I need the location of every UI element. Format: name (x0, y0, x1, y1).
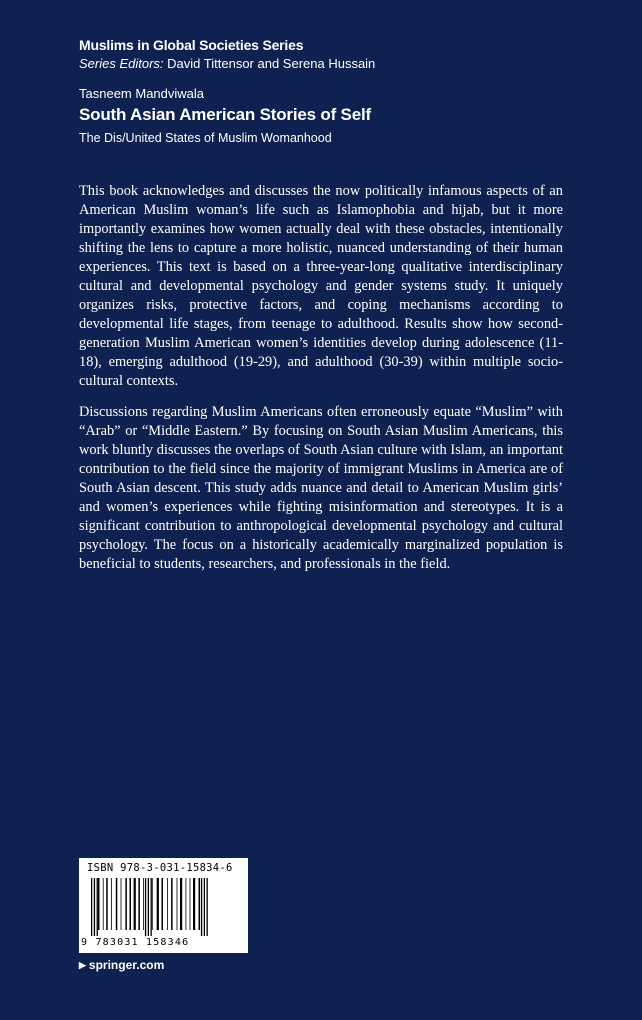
barcode-bar (171, 878, 173, 930)
publisher-link[interactable] (79, 958, 164, 972)
barcode-bar (199, 878, 201, 930)
barcode-bar (106, 878, 108, 930)
series-editors (79, 56, 375, 71)
isbn-number: ISBN 978-3-031-15834-6 (87, 862, 233, 874)
barcode-graphic (89, 878, 239, 936)
barcode-guard-bar (97, 878, 98, 936)
book-description (79, 182, 563, 586)
barcode-bar (157, 878, 159, 930)
barcode-guard-bar (145, 878, 146, 936)
barcode-guard-bar (207, 878, 208, 936)
book-title: South Asian American Stories of Self (79, 105, 371, 124)
barcode-bar (152, 878, 153, 930)
barcode-bar (134, 878, 136, 930)
barcode-bar (125, 878, 127, 930)
barcode-guard-bar (151, 878, 152, 936)
barcode-bar (177, 878, 178, 930)
barcode-bar (190, 878, 191, 930)
barcode-bar (138, 878, 140, 930)
barcode-bar (103, 878, 104, 930)
barcode-guard-bar (148, 878, 149, 936)
triangle-right-icon: ▶ (79, 959, 86, 970)
barcode-bar (111, 878, 112, 930)
barcode-bar (143, 878, 144, 930)
barcode-bars (89, 878, 239, 936)
barcode-guard-bar (201, 878, 202, 936)
barcode-bar (121, 878, 122, 930)
series-editors-label: Series Editors: (79, 56, 164, 71)
barcode-guard-bar (94, 878, 95, 936)
author-name: Tasneem Mandviwala (79, 86, 205, 101)
barcode-bar (186, 878, 187, 930)
series-editors-names: David Tittensor and Serena Hussain (167, 56, 376, 71)
barcode-bar (162, 878, 164, 930)
description-paragraph-1: This book acknowledges and discusses the now politically infamous aspects of an American Muslim woman’s life such as Islamophobia and hijab, but it more importantly examines how women actually deal with these obstacles, intentionally shifting the lens to capture a more holistic, nuanced understanding of their human experiences. This text is based on a three-year-long qualitative interdisciplinary cultural and developmental psychology and gender systems study. It uniquely organizes risks, protective factors, and coping mechanisms according to developmental life stages, from teenage to adulthood. Results show how second-generation Muslim American women’s identities develop during adolescence (11-18), emerging adulthood (19-29), and adulthood (30-39) within multiple socio-cultural contexts. (79, 183, 563, 389)
barcode-guard-bar (204, 878, 205, 936)
book-subtitle: The Dis/United States of Muslim Womanhood (79, 131, 332, 145)
barcode-guard-bar (91, 878, 92, 936)
isbn-barcode (79, 858, 248, 953)
series-title: Muslims in Global Societies Series (79, 37, 304, 53)
barcode-bar (116, 878, 118, 930)
barcode-bar (167, 878, 168, 930)
barcode-bar (193, 878, 195, 930)
description-paragraph-2: Discussions regarding Muslim Americans often erroneously equate “Muslim” with “Arab” or “Middle Eastern.” By focusing on South Asian Muslim Americans, this work bluntly discusses the overlaps of South Asian culture with Islam, an important contribution to the field since the majority of immigrant Muslims in America are of South Asian descent. This study adds nuance and detail to American Muslim girls’ and women’s experiences while fighting misinformation and stereotypes. It is a significant contribution to anthropological developmental psychology and cultural psychology. The focus on a historically academically marginalized population is beneficial to students, researchers, and professionals in the field. (79, 404, 563, 572)
barcode-bar (130, 878, 132, 930)
publisher-url: springer.com (88, 958, 165, 972)
barcode-digits: 9 783031 158346 (81, 937, 190, 948)
barcode-bar (180, 878, 182, 930)
barcode-bar (98, 878, 100, 930)
